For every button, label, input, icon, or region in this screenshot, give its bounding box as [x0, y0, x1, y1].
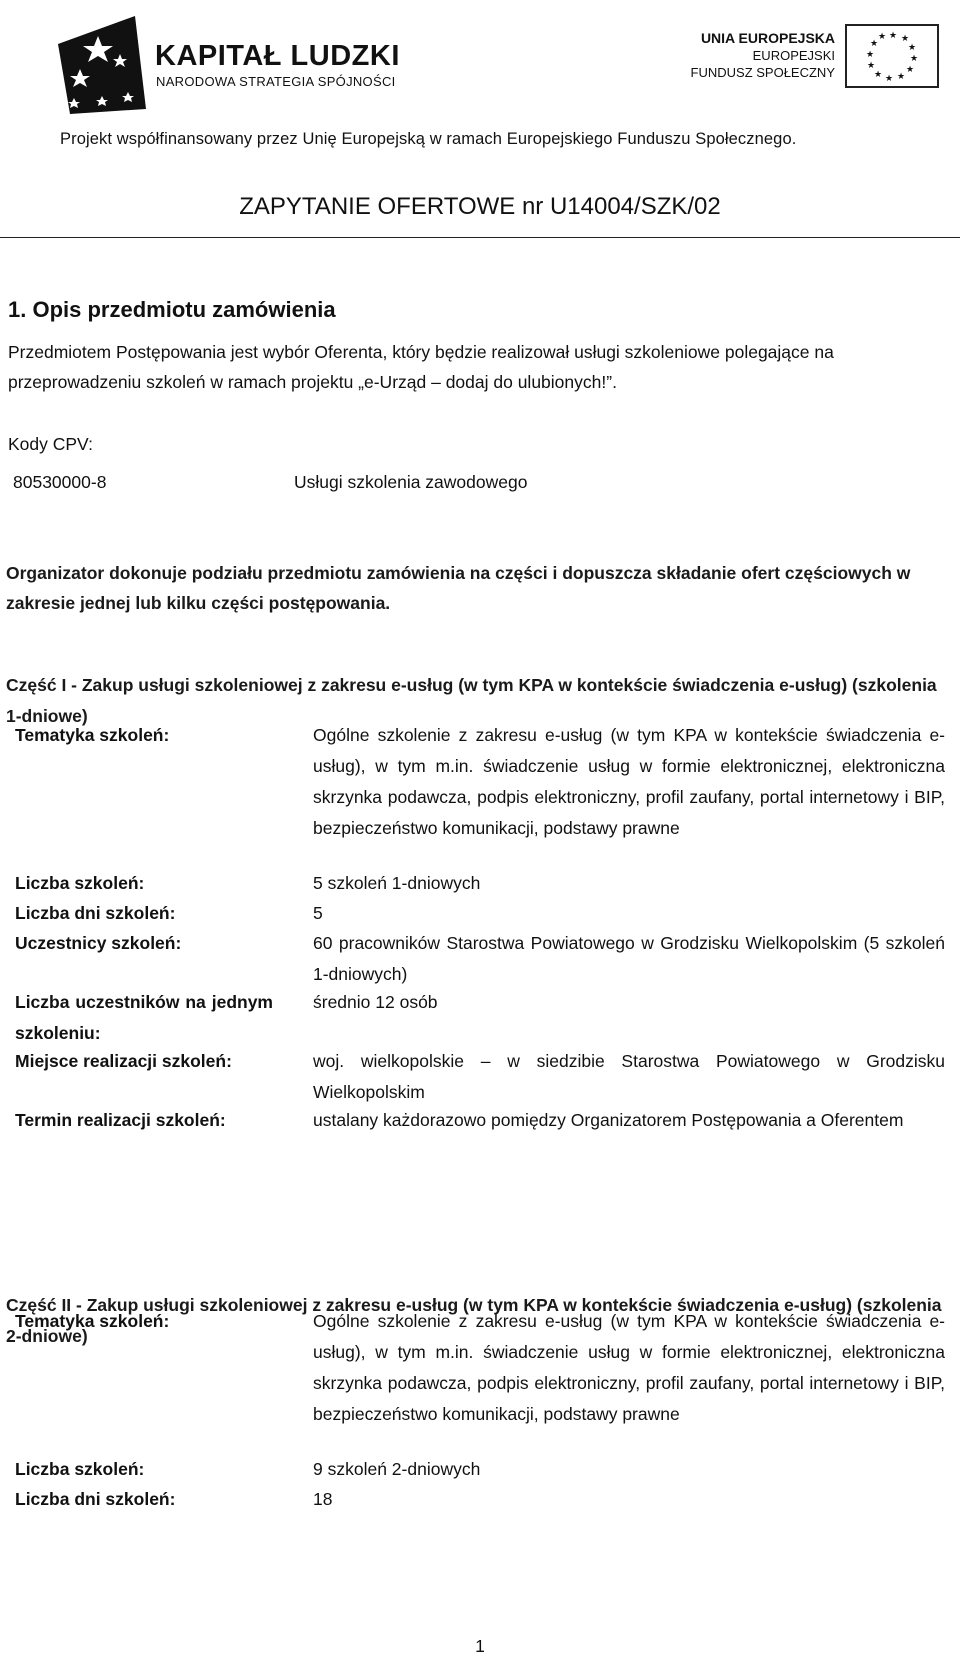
row-value: średnio 12 osób	[313, 992, 438, 1012]
part-1-title: Część I - Zakup usługi szkoleniowej z zakresu e-usług (w tym KPA w kontekście świadczenia e-usług) (szkolenia 1-dniowe)	[6, 675, 937, 726]
row-value: 5 szkoleń 1-dniowych	[313, 873, 481, 893]
part-1-row-location	[15, 1046, 945, 1108]
svg-text:★: ★	[866, 50, 875, 60]
document-title: ZAPYTANIE OFERTOWE nr U14004/SZK/02	[239, 193, 721, 220]
cpv-code: 80530000-8	[13, 472, 107, 492]
part-1-row-schedule	[15, 1105, 945, 1167]
row-label: Liczba dni szkoleń:	[15, 903, 176, 923]
svg-text:★: ★	[878, 32, 887, 42]
part-2-row-count	[15, 1454, 945, 1485]
svg-text:★: ★	[910, 54, 919, 64]
part-2-title: Część II - Zakup usługi szkoleniowej z zakresu e-usług (w tym KPA w kontekście świadczenia e-usług) (szkolenia 2-dniowe)	[6, 1295, 942, 1346]
row-label: Termin realizacji szkoleń:	[15, 1110, 226, 1130]
row-value: woj. wielkopolskie – w siedzibie Starostwa Powiatowego w Grodzisku Wielkopolskim	[313, 1051, 945, 1102]
page-number: 1	[475, 1636, 485, 1656]
cofinancing-note: Projekt współfinansowany przez Unię Europejską w ramach Europejskiego Funduszu Społecznego.	[60, 130, 797, 148]
row-value: Ogólne szkolenie z zakresu e-usług (w tym KPA w kontekście świadczenia e-usług), w tym m.in. świadczenie usług w formie elektronicznej, elektroniczna skrzynka podawcza, podpis elektroniczny, profil zaufany, portal internetowy i BIP, bezpieczeństwo komunikacji, podstawy prawne	[313, 725, 945, 838]
svg-text:★: ★	[885, 74, 894, 84]
row-label: Liczba uczestników na jednym szkoleniu:	[15, 992, 273, 1043]
row-label: Liczba dni szkoleń:	[15, 1489, 176, 1509]
organizer-note: Organizator dokonuje podziału przedmiotu zamówienia na części i dopuszcza składanie ofert częściowych w zakresie jednej lub kilku części postępowania.	[6, 563, 911, 613]
row-value: 60 pracowników Starostwa Powiatowego w Grodzisku Wielkopolskim (5 szkoleń 1-dniowych)	[313, 933, 945, 984]
cpv-label: Kody CPV:	[8, 434, 93, 454]
eu-flag-icon	[845, 24, 939, 88]
row-label: Uczestnicy szkoleń:	[15, 933, 182, 953]
section-heading: 1. Opis przedmiotu zamówienia	[8, 297, 336, 322]
row-value: 5	[313, 903, 323, 923]
svg-text:★: ★	[908, 43, 917, 53]
svg-text:★: ★	[870, 39, 879, 49]
row-value: Ogólne szkolenie z zakresu e-usług (w tym KPA w kontekście świadczenia e-usług), w tym m.in. świadczenie usług w formie elektronicznej, elektroniczna skrzynka podawcza, podpis elektroniczny, profil zaufany, portal internetowy i BIP, bezpieczeństwo komunikacji, podstawy prawne	[313, 1311, 945, 1424]
row-label: Liczba szkoleń:	[15, 1459, 145, 1479]
part-1-row-topics	[15, 720, 945, 875]
part-2-row-topics	[15, 1306, 945, 1461]
row-label: Liczba szkoleń:	[15, 873, 145, 893]
row-label: Tematyka szkoleń:	[15, 725, 170, 745]
part-1-row-count	[15, 868, 945, 899]
part-1-row-per-training	[15, 987, 945, 1049]
row-value: 9 szkoleń 2-dniowych	[313, 1459, 481, 1479]
svg-text:★: ★	[867, 61, 876, 71]
logo-subtitle: NARODOWA STRATEGIA SPÓJNOŚCI	[156, 74, 396, 89]
section-description: Przedmiotem Postępowania jest wybór Oferenta, który będzie realizował usługi szkoleniowe polegające na przeprowadzeniu szkoleń w ramach projektu „e-Urząd – dodaj do ulubionych!”.	[8, 342, 834, 392]
row-value: ustalany każdorazowo pomiędzy Organizatorem Postępowania a Oferentem	[313, 1110, 904, 1130]
logo-title: KAPITAŁ LUDZKI	[155, 40, 400, 72]
row-label: Miejsce realizacji szkoleń:	[15, 1051, 232, 1071]
row-label: Tematyka szkoleń:	[15, 1311, 170, 1331]
svg-text:★: ★	[889, 31, 898, 41]
eu-line-3: FUNDUSZ SPOŁECZNY	[690, 65, 835, 80]
svg-text:★: ★	[897, 72, 906, 82]
part-2-row-days	[15, 1484, 945, 1515]
part-1-row-participants	[15, 928, 945, 990]
eu-line-2: EUROPEJSKI	[752, 48, 835, 63]
row-value: 18	[313, 1489, 333, 1509]
svg-text:★: ★	[906, 65, 915, 75]
eu-line-1: UNIA EUROPEJSKA	[700, 30, 835, 46]
title-divider	[0, 237, 960, 238]
cpv-description: Usługi szkolenia zawodowego	[294, 472, 528, 492]
svg-text:★: ★	[874, 70, 883, 80]
part-1-row-days	[15, 898, 945, 929]
eu-fund-label	[680, 30, 835, 81]
svg-text:★: ★	[901, 34, 910, 44]
